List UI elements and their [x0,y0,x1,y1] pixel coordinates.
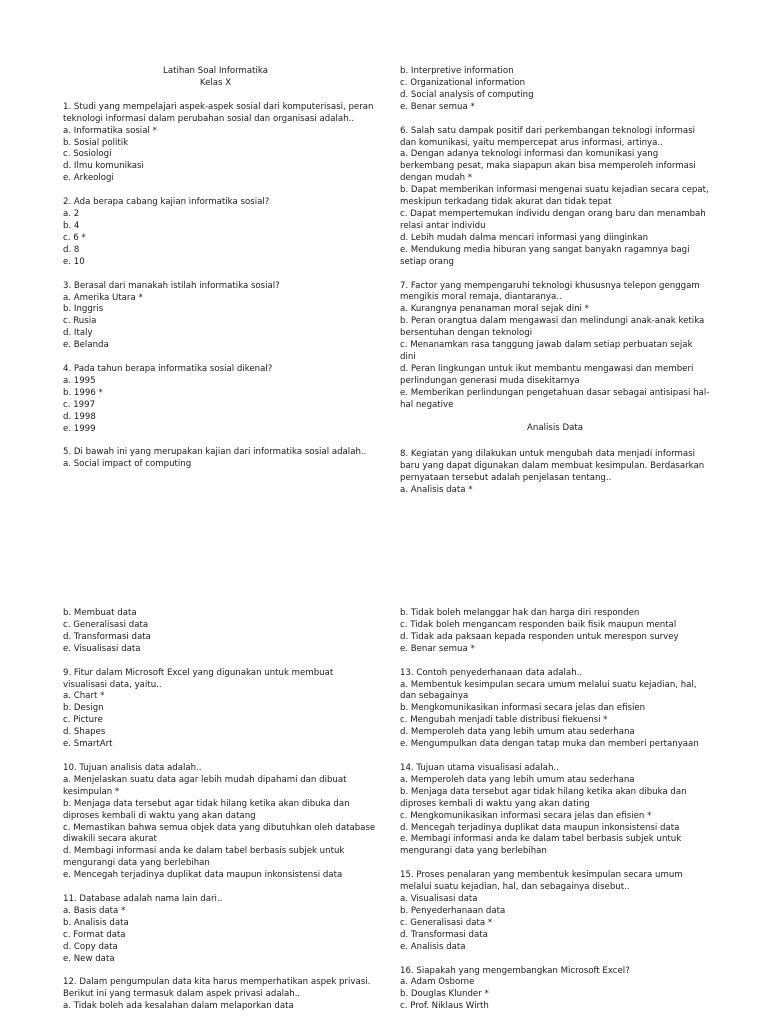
question-text: 8. Kegiatan yang dilakukan untuk mengubah data menjadi informasi baru yang dapat digunakan dalam membuat kesimpulan. Berdasarkan pernyataan tersebut adalah penjelasan tentang.. [400,449,705,484]
question-list [400,66,710,411]
answer-option: b. Penyederhanaan data [400,905,506,916]
answer-option: b. Sosial politik [63,137,129,148]
question-text: 15. Proses penalaran yang membentuk kesimpulan secara umum melalui suatu kejadian, hal, dan sebagainya disebut.. [400,870,683,893]
question-list [400,608,710,1013]
answer-option: a. 1995 [63,375,96,386]
answer-option: d. Transformasi data [63,631,151,642]
answer-option: d. Memperoleh data yang lebih umum atau sederhana [400,727,635,738]
answer-option: c. Generalisasi data * [400,917,493,928]
question-block [63,102,378,185]
question-text: 9. Fitur dalam Microsoft Excel yang digunakan untuk membuat visualisasi data, yaitu.. [63,667,334,690]
question-block [63,447,378,471]
answer-option: b. Menjaga data tersebut agar tidak hilang ketika akan dibuka dan diproses kembali di waktu yang akan datang [63,798,350,821]
answer-option: a. Chart * [63,691,105,702]
answer-option: b. 1996 * [63,387,103,398]
answer-option: a. Tidak boleh ada kesalahan dalam melaporkan data [63,1001,294,1012]
document-title [63,66,368,90]
answer-option: c. Organizational information [400,77,526,88]
answer-option: b. Interpretive information [400,66,514,76]
answer-option: d. Social analysis of computing [400,89,534,100]
question-list [63,102,378,471]
answer-option: a. Analisis data * [400,485,473,496]
question-text: 7. Factor yang mempengaruhi teknologi khususnya telepon genggam mengikis moral remaja, diantaranya.. [400,280,700,303]
answer-option: c. Mengkomunikasikan informasi secara jelas dan efisien * [400,810,652,821]
answer-option: d. Membagi informasi anda ke dalam tabel berbasis subjek untuk mengurangi data yang berlebihan [63,846,345,869]
answer-option: a. Menjelaskan suatu data agar lebih mudah dipahami dan dibuat kesimpulan * [63,774,347,797]
answer-option: c. 1997 [63,399,96,410]
answer-option: e. New data [63,953,115,964]
page1-left-column [63,66,378,483]
question-text: 12. Dalam pengumpulan data kita harus memperhatikan aspek privasi. Berikut ini yang termasuk dalam aspek privasi adalah.. [63,977,371,1000]
question-block [63,364,378,435]
title-line: Latihan Soal Informatika [163,66,268,76]
question-block [63,668,378,751]
question-text: 11. Database adalah nama lain dari.. [63,894,223,905]
answer-option: b. Membuat data [63,608,137,618]
question-block [400,966,710,1014]
section-heading: Analisis Data [527,423,583,434]
answer-option: c. Tidak boleh mengancam responden baik fisik maupun mental [400,619,677,630]
question-text: 4. Pada tahun berapa informatika sosial dikenal? [63,364,273,375]
question-text: 16. Siapakah yang mengembangkan Microsoft Excel? [400,965,630,976]
answer-option: e. Belanda [63,340,109,351]
question-block [400,608,710,656]
answer-option: d. Transformasi data [400,929,488,940]
answer-option: a. Amerika Utara * [63,292,143,303]
answer-option: a. Kurangnya penanaman moral sejak dini * [400,304,589,315]
question-block [63,197,378,268]
question-text: 2. Ada berapa cabang kajian informatika sosial? [63,197,270,208]
answer-option: b. Design [63,703,104,714]
answer-option: e. Mengumpulkan data dengan tatap muka dan memberi pertanyaan [400,739,699,750]
question-block [400,668,710,751]
answer-option: e. 1999 [63,423,96,434]
page2-left-column [63,608,378,1025]
answer-option: e. Membagi informasi anda ke dalam tabel berbasis subjek untuk mengurangi data yang berlebihan [400,834,682,857]
question-text: 13. Contoh penyederhanaan data adalah.. [400,667,583,678]
question-block [400,281,710,412]
answer-option: c. Sosiologi [63,149,112,160]
question-text: 1. Studi yang mempelajari aspek-aspek sosial dari komputerisasi, peran teknologi informasi dalam perubahan sosial dan organisasi adalah.. [63,101,374,124]
answer-option: a. Membentuk kesimpulan secara umum melalui suatu kejadian, hal, dan sebagainya [400,679,697,702]
answer-option: c. Format data [63,929,126,940]
answer-option: b. 4 [63,220,80,231]
answer-option: e. Mencegah terjadinya duplikat data maupun inkonsistensi data [63,870,343,881]
answer-option: d. Copy data [63,941,118,952]
answer-option: d. 8 [63,244,80,255]
answer-option: c. Dapat mempertemukan individu dengan orang baru dan menambah relasi antar individu [400,208,706,231]
answer-option: d. Peran lingkungan untuk ikut membantu mengawasi dan memberi perlindungan generasi muda disekitarnya [400,363,694,386]
answer-option: b. Inggris [63,304,104,315]
answer-option: c. 6 * [63,232,86,243]
answer-option: e. Analisis data [400,941,466,952]
answer-option: a. Informatika sosial * [63,125,157,136]
answer-option: b. Analisis data [63,917,129,928]
answer-option: a. Memperoleh data yang lebih umum atau sederhana [400,774,635,785]
page2-right-column [400,608,710,1025]
answer-option: b. Mengkomunikasikan informasi secara jelas dan efisien [400,703,646,714]
answer-option: b. Dapat memberikan informasi mengenai suatu kejadian secara cepat, meskipun terkadang tidak akurat dan tidak tepat [400,185,709,208]
answer-option: a. Basis data * [63,905,126,916]
answer-option: e. Arkeologi [63,173,114,184]
answer-option: e. SmartArt [63,739,113,750]
answer-option: c. Prof. Niklaus Wirth [400,1001,489,1012]
answer-option: e. Visualisasi data [63,643,141,654]
answer-option: c. Rusia [63,316,97,327]
answer-option: e. 10 [63,256,85,267]
question-block [63,608,378,656]
question-block [400,126,710,269]
answer-option: a. Dengan adanya teknologi informasi dan komunikasi yang berkembang pesat, maka siapapun akan bisa memperoleh informasi dengan mudah * [400,149,696,184]
answer-option: e. Benar semua * [400,643,475,654]
answer-option: e. Memberikan perlindungan pengetahuan dasar sebagai antisipasi hal-hal negative [400,387,710,410]
answer-option: d. 1998 [63,411,96,422]
question-block [400,66,710,114]
question-block [63,894,378,965]
answer-option: d. Tidak ada paksaan kepada responden untuk merespon survey [400,631,679,642]
question-text: 3. Berasal dari manakah istilah informatika sosial? [63,280,280,291]
answer-option: a. Visualisasi data [400,894,478,905]
answer-option: a. 2 [63,209,80,220]
answer-option: b. Peran orangtua dalam mengawasi dan melindungi anak-anak ketika bersentuhan dengan teknologi [400,316,705,339]
question-list [63,608,378,1013]
answer-option: c. Memastikan bahwa semua objek data yang dibutuhkan oleh database diwakili secara akurat [63,822,376,845]
answer-option: d. Mencegah terjadinya duplikat data maupun inkonsistensi data [400,822,680,833]
answer-option: d. Italy [63,328,93,339]
answer-option: c. Picture [63,715,103,726]
question-text: 10. Tujuan analisis data adalah.. [63,762,202,773]
answer-option: c. Generalisasi data [63,619,149,630]
question-block [63,977,378,1013]
subtitle-line: Kelas X [199,77,232,88]
question-block [400,449,710,497]
answer-option: b. Tidak boleh melanggar hak dan harga diri responden [400,608,640,618]
answer-option: b. Douglas Klunder * [400,989,489,1000]
answer-option: c. Mengubah menjadi table distribusi fiekuensi * [400,715,608,726]
question-text: 14. Tujuan utama visualisasi adalah.. [400,762,559,773]
answer-option: a. Adam Osborne [400,977,475,988]
question-block [400,763,710,858]
page1-right-column [400,66,710,497]
answer-option: b. Menjaga data tersebut agar tidak hilang ketika akan dibuka dan diproses kembali di waktu yang akan dating [400,786,687,809]
answer-option: e. Mendukung media hiburan yang sangat banyakn ragamnya bagi setiap orang [400,244,690,267]
question-block [63,281,378,352]
answer-option: a. Social impact of computing [63,459,192,470]
question-block [400,870,710,953]
question-text: 5. Di bawah ini yang merupakan kajian dari informatika sosial adalah.. [63,447,367,458]
answer-option: e. Benar semua * [400,101,475,112]
answer-option: d. Ilmu komunikasi [63,161,144,172]
question-block [63,763,378,882]
question-text: 6. Salah satu dampak positif dari perkembangan teknologi informasi dan komunikasi, yaitu mempercepat arus informasi, artinya.. [400,125,695,148]
answer-option: c. Menanamkan rasa tanggung jawab dalam setiap perbuatan sejak dini [400,340,693,362]
answer-option: d. Shapes [63,727,106,738]
answer-option: d. Lebih mudah dalma mencari informasi yang diinginkan [400,232,649,243]
